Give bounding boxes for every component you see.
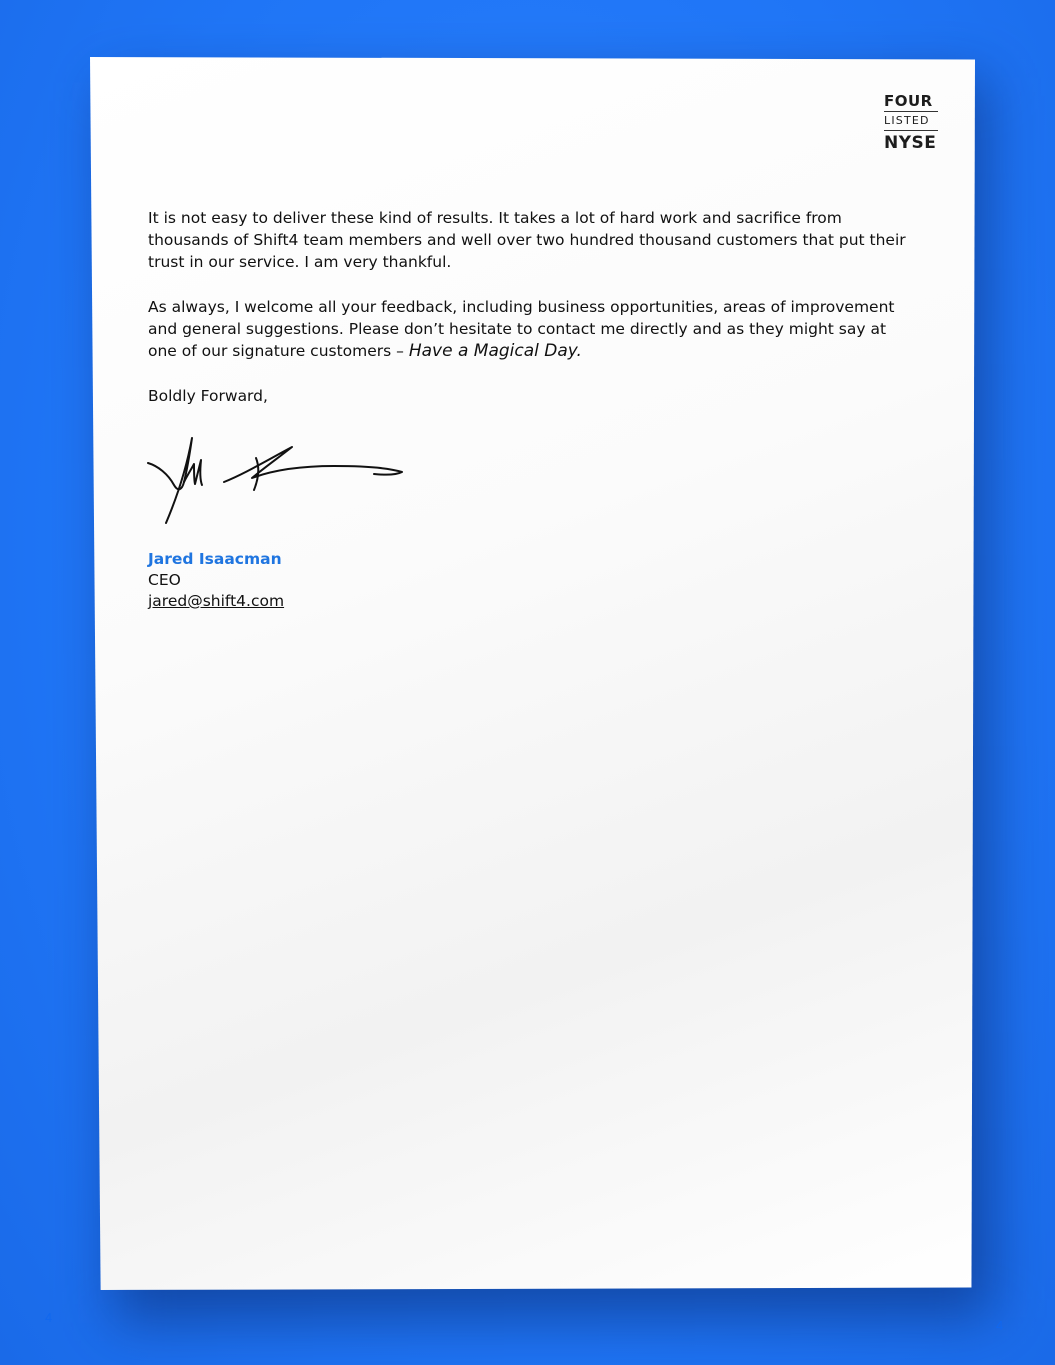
page-number-left: 4 <box>45 1310 53 1325</box>
logo-line-nyse: NYSE <box>884 133 937 153</box>
signer-block <box>148 549 284 612</box>
logo-line-four: FOUR <box>884 92 933 110</box>
nyse-listed-logo <box>884 92 938 154</box>
signer-title: CEO <box>148 571 181 589</box>
paragraph-feedback-text: As always, I welcome all your feedback, including business opportunities, areas of improvement and general suggestions. Please don’t hesitate to contact me directly and as they might say at one of our signature customers – <box>148 298 895 360</box>
handwritten-signature <box>144 430 414 530</box>
signer-name: Jared Isaacman <box>148 550 282 568</box>
closing-line: Boldly Forward, <box>148 387 268 405</box>
logo-divider <box>884 111 938 112</box>
logo-line-listed: LISTED <box>884 114 930 127</box>
letter-body <box>148 207 918 430</box>
page-number-right: 4 <box>996 1318 1004 1333</box>
paragraph-feedback <box>148 296 918 362</box>
logo-divider <box>884 130 938 131</box>
paragraph-feedback-emphasis: Have a Magical Day. <box>408 341 582 361</box>
signer-email-link[interactable]: jared@shift4.com <box>148 592 285 610</box>
paragraph-thanks: It is not easy to deliver these kind of results. It takes a lot of hard work and sacrifice from thousands of Shift4 team members and well over two hundred thousand customers that put their trust in our service. I am very thankful. <box>148 209 906 271</box>
